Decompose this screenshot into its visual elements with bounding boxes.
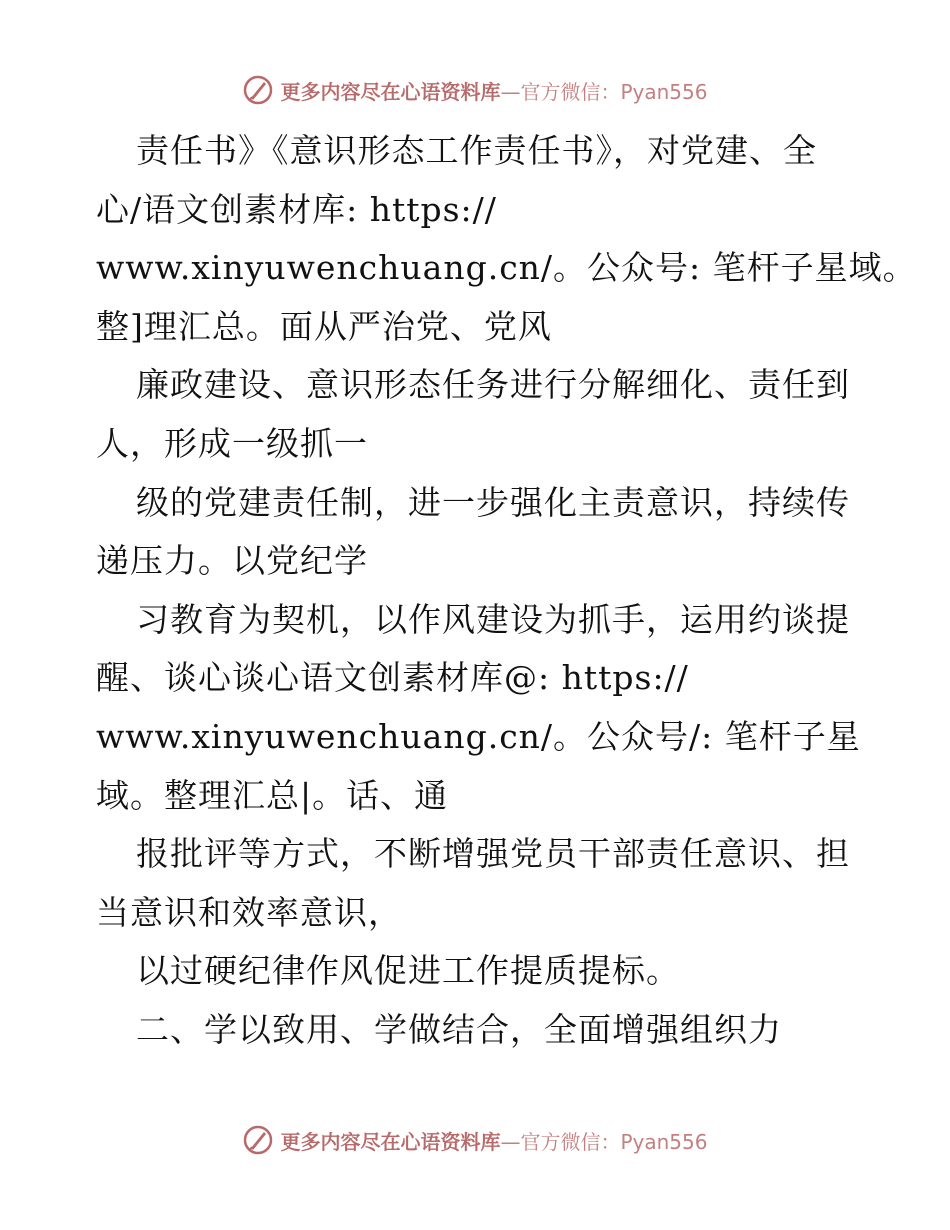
footer-text	[280, 1126, 707, 1155]
body-line: 当意识和效率意识，	[96, 892, 402, 932]
footer-brand-text: 更多内容尽在心语资料库	[280, 1129, 501, 1154]
footer-contact-text: —官方微信：Pyan556	[500, 1129, 708, 1154]
body-line: 人，形成一级抓一	[96, 423, 368, 463]
quill-pen-logo-icon	[242, 74, 274, 106]
body-line: 报批评等方式，不断增强党员干部责任意识、担	[136, 834, 850, 874]
body-line: www.xinyuwenchuang.cn/。公众号/: 笔杆子星	[96, 716, 861, 756]
header-banner	[0, 70, 950, 110]
body-line: 以过硬纪律作风促进工作提质提标。	[136, 951, 680, 991]
body-line: 递压力。以党纪学	[96, 541, 368, 581]
body-line: 心/语文创素材库: https://	[96, 189, 497, 229]
header-contact-text: —官方微信：Pyan556	[500, 79, 708, 104]
header-text	[280, 76, 707, 105]
body-line: www.xinyuwenchuang.cn/。公众号: 笔杆子星域。	[96, 248, 917, 288]
body-line: 责任书》《意识形态工作责任书》，对党建、全	[136, 131, 817, 170]
body-line: 醒、谈心谈心语文创素材库@: https://	[96, 658, 689, 698]
body-line: 二、学以致用、学做结合，全面增强组织力	[136, 1009, 782, 1049]
body-line: 整]理汇总。面从严治党、党风	[96, 306, 552, 346]
quill-pen-logo-icon	[242, 1124, 274, 1156]
header-brand-text: 更多内容尽在心语资料库	[280, 79, 501, 104]
body-line: 级的党建责任制，进一步强化主责意识，持续传	[136, 482, 850, 522]
footer-banner	[0, 1120, 950, 1160]
document-body	[96, 122, 917, 1060]
body-line: 廉政建设、意识形态任务进行分解细化、责任到	[136, 365, 850, 405]
body-line: 习教育为契机，以作风建设为抓手，运用约谈提	[136, 599, 850, 639]
body-line: 域。整理汇总|。话、通	[96, 775, 449, 815]
